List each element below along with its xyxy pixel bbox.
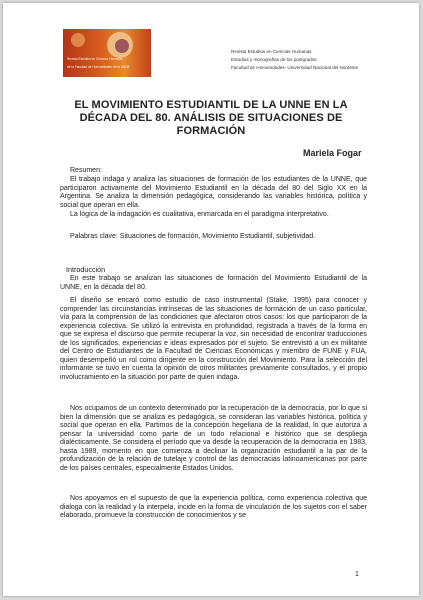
paragraph: Nos apoyamos en el supuesto de que la experiencia política, como experiencia colectiva que dialoga con la realidad y la interpela, incide en la forma de vinculación de los sujetos con el saber elaborado, promueve la construcción de conocimientos y se xyxy=(60,495,367,519)
article-title: EL MOVIMIENTO ESTUDIANTIL DE LA UNNE EN LA DÉCADA DEL 80. ANÁLISIS DE SITUACIONES DE FORMACIÓN xyxy=(74,99,348,137)
keywords: Palabras clave: Situaciones de formación, Movimiento Estudiantil, subjetividad. xyxy=(70,233,316,240)
header-line: Estudios y monografías de los postgrados xyxy=(231,57,317,62)
document-page xyxy=(3,3,419,596)
paragraph: El diseño se encaró como estudio de caso instrumental (Stake, 1995) para conocer y comprender las circunstancias intrínsecas de las situaciones de formación de un caso particular, vía para la comprensión de las condiciones que afectaron otros casos: los que participaron de la experiencia colectiva. Se utilizó la entrevista en profundidad, registrada a través de la forma en que se expresa el discurso que permite recuperar la voz, sin necesidad de encontrar traducciones de los significados, experiencias e ideas expresados por el sujeto. Se entrevistó a un ex militante del Centro de Estudiantes de la Facultad de Ciencias Económicas y miembro de FUNE y FUA, quien desempeñó un rol como dirigente en la construcción del Movimiento. Para la selección del informante se tuvo en cuenta la opinión de otros militantes previamente consultados, y el propio involucramiento en la situación por parte de quien indaga. xyxy=(60,297,367,381)
logo-text-line: Revista Estudios en Ciencias Humanas xyxy=(67,57,123,61)
section-heading: Introducción xyxy=(66,265,106,274)
article-author: Mariela Fogar xyxy=(303,148,362,158)
logo-decoration xyxy=(71,33,85,47)
abstract-label: Resumen: xyxy=(70,167,102,174)
header-line: Revista Estudios en Ciencias Humanas. xyxy=(231,49,313,54)
journal-header xyxy=(231,48,358,72)
logo-text-line: de la Facultad de Humanidades de la UNNE xyxy=(67,65,130,69)
paragraph: En este trabajo se analizan las situaciones de formación del Movimiento Estudiantil de la UNNE, en la década del 80. xyxy=(60,275,367,291)
journal-logo xyxy=(63,29,151,77)
paragraph: Nos ocupamos de un contexto determinado por la recuperación de la democracia, por lo que si bien la dimensión que se analiza es pedagógica, se consideran las variables histórica, política y social que operan en ella. Partimos de la concepción hegeliana de la realidad, lo que autoriza a pensar la universidad como parte de un todo relacional e histórico que se despliega dialécticamente. Se considera el período que va desde la recuperación de la democracia en 1983, hasta 1989, momento en que comienza a declinar la organización estudiantil a la par de la profundización de la relación de tutelaje y control de las democracias latinoamericanas por parte de los países centrales, especialmente Estados Unidos. xyxy=(60,405,367,472)
header-line: Facultad de Humanidades- Universidad Nacional del Nordeste xyxy=(231,65,359,70)
logo-decoration xyxy=(115,39,129,53)
page-number: 1 xyxy=(355,571,359,578)
abstract-method: La lógica de la indagación es cualitativa, enmarcada en el paradigma interpretativo. xyxy=(70,211,329,218)
abstract-body: El trabajo indaga y analiza las situaciones de formación de los estudiantes de la UNNE, que participaron activamente del Movimiento Estudiantil en la década del 80 del Siglo XX en la Argentina. Se analiza la dimensión pedagógica, considerando las variables histórica, política y social que operan en ella. xyxy=(60,176,367,209)
